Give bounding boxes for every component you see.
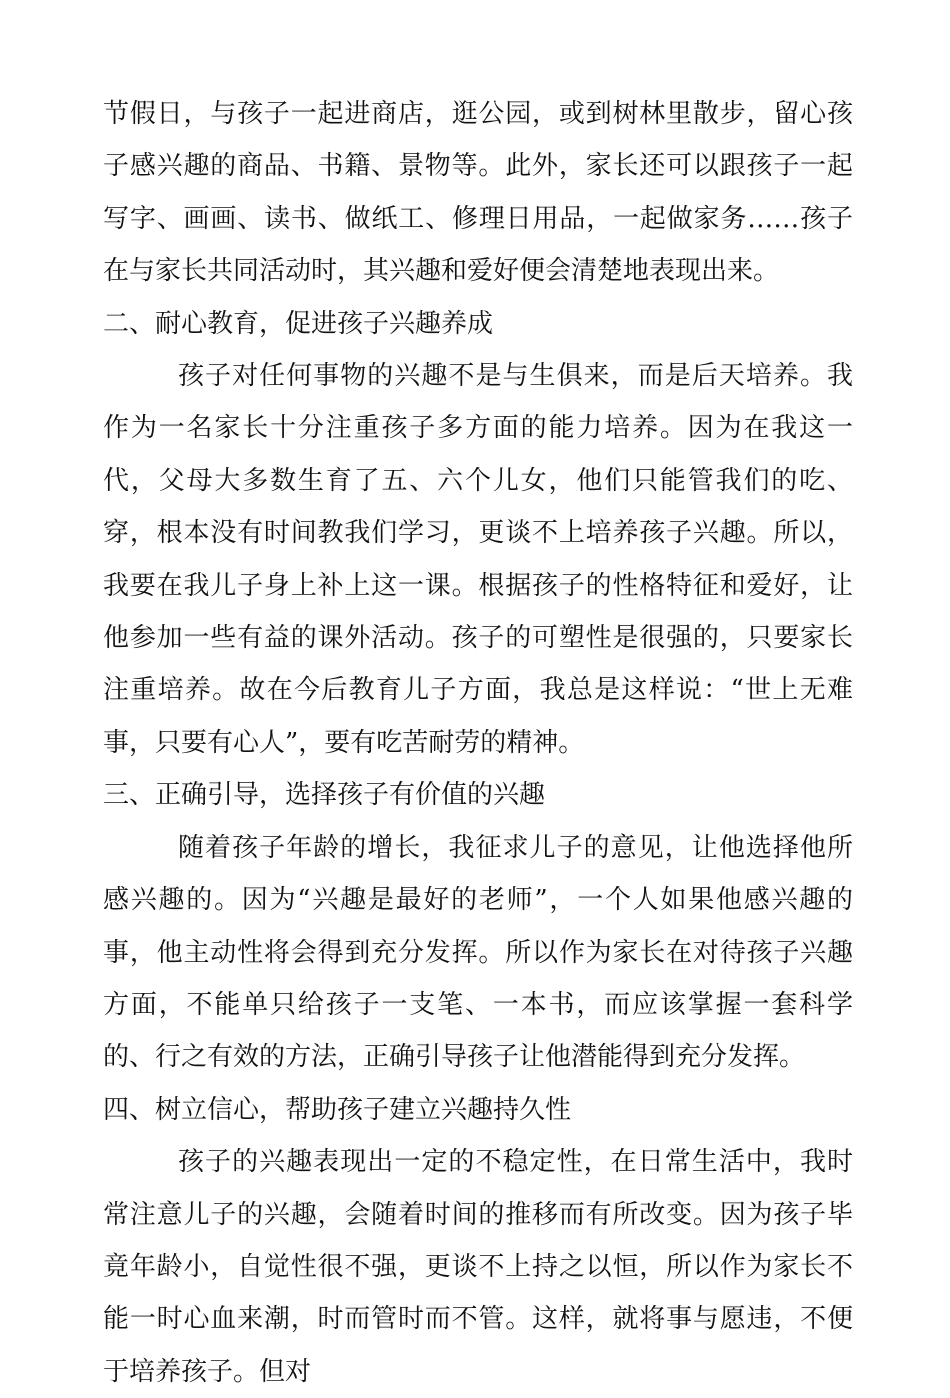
section-heading-3: 三、正确引导，选择孩子有价值的兴趣 xyxy=(103,780,546,811)
paragraph-1: 节假日，与孩子一起进商店，逛公园，或到树林里散步，留心孩子感兴趣的商品、书籍、景物等。此外，家长还可以跟孩子一起写字、画画、读书、做纸工、修理日用品，一起做家务……孩子在与家长共同活动时，其兴趣和爱好便会清楚地表现出来。 xyxy=(103,99,853,287)
section-heading-2: 二、耐心教育，促进孩子兴趣养成 xyxy=(103,308,494,339)
document-body xyxy=(103,88,853,1398)
paragraph-2: 孩子对任何事物的兴趣不是与生俱来，而是后天培养。我作为一名家长十分注重孩子多方面的能力培养。因为在我这一代，父母大多数生育了五、六个儿女，他们只能管我们的吃、穿，根本没有时间教我们学习，更谈不上培养孩子兴趣。所以，我要在我儿子身上补上这一课。根据孩子的性格特征和爱好，让他参加一些有益的课外活动。孩子的可塑性是很强的，只要家长注重培养。故在今后教育儿子方面，我总是这样说：“世上无难事，只要有心人”，要有吃苦耐劳的精神。 xyxy=(103,361,853,758)
paragraph-3: 随着孩子年龄的增长，我征求儿子的意见，让他选择他所感兴趣的。因为“兴趣是最好的老师”，一个人如果他感兴趣的事，他主动性将会得到充分发挥。所以作为家长在对待孩子兴趣方面，不能单只给孩子一支笔、一本书，而应该掌握一套科学的、行之有效的方法，正确引导孩子让他潜能得到充分发挥。 xyxy=(103,832,853,1073)
paragraph-4: 孩子的兴趣表现出一定的不稳定性，在日常生活中，我时常注意儿子的兴趣，会随着时间的推移而有所改变。因为孩子毕竟年龄小，自觉性很不强，更谈不上持之以恒，所以作为家长不能一时心血来潮，时而管时而不管。这样，就将事与愿违，不便于培养孩子。但对 xyxy=(103,1147,853,1387)
section-heading-4: 四、树立信心，帮助孩子建立兴趣持久性 xyxy=(103,1094,572,1125)
